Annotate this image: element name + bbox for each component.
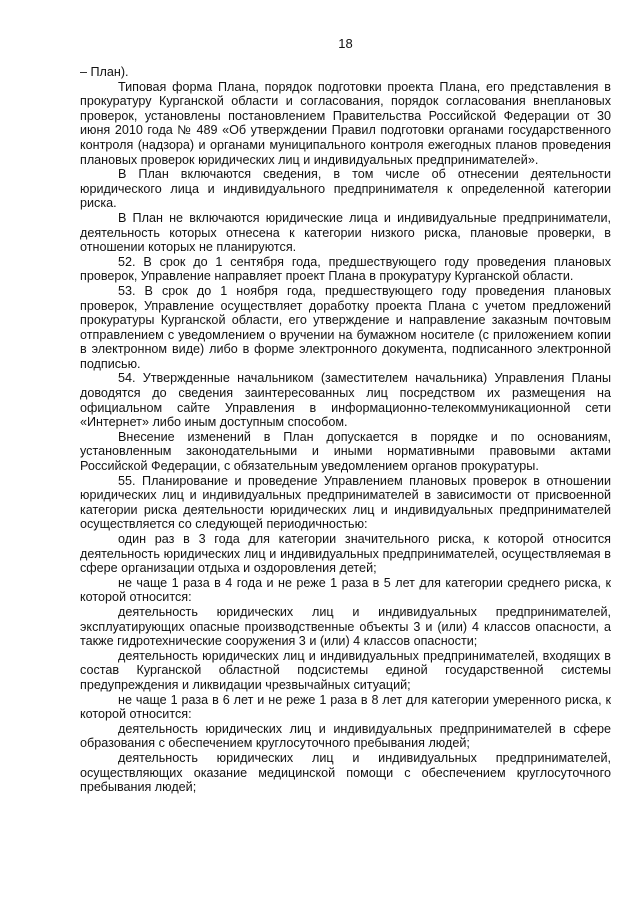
paragraph-52: 52. В срок до 1 сентября года, предшествующего году проведения плановых проверок, Управление направляет проект Плана в прокуратуру Курганской области. [80, 254, 611, 284]
paragraph-53: 53. В срок до 1 ноября года, предшествующего году проведения плановых проверок, Управление осуществляет доработку проекта Плана с учетом предложений прокуратуры Курганской области, его утверждение и направление заказным почтовым отправлением с уведомлением о вручении на бумажном носителе (с приложением копии в электронном виде) либо в форме электронного документа, подписанного электронной подписью. [80, 283, 611, 371]
paragraph-medical: деятельность юридических лиц и индивидуальных предпринимателей, осуществляющих оказание медицинской помощи с обеспечением круглосуточного пребывания людей; [80, 750, 611, 795]
paragraph-amendments: Внесение изменений в План допускается в порядке и по основаниям, установленным законодательными и иными нормативными правовыми актами Российской Федерации, с обязательным уведомлением органов прокуратуры. [80, 429, 611, 474]
paragraph-plan-excludes: В План не включаются юридические лица и индивидуальные предприниматели, деятельность которых отнесена к категории низкого риска, плановые проверки, в отношении которых не планируются. [80, 210, 611, 255]
paragraph-plan-form: Типовая форма Плана, порядок подготовки проекта Плана, его представления в прокуратуру Курганской области и согласования, порядок согласования внеплановых проверок, установлены постановлением Правительства Российской Федерации от 30 июня 2010 года № 489 «Об утверждении Правил подготовки органами государственного контроля (надзора) и органами муниципального контроля ежегодных планов проведения плановых проверок юридических лиц и индивидуальных предпринимателей». [80, 79, 611, 167]
document-body [80, 65, 611, 795]
paragraph-55: 55. Планирование и проведение Управлением плановых проверок в отношении юридических лиц и индивидуальных предпринимателей в зависимости от присвоенной категории риска деятельности юридических лиц и индивидуальных предпринимателей осуществляется со следующей периодичностью: [80, 473, 611, 532]
paragraph-continuation: – План). [80, 65, 129, 79]
paragraph-hazardous-facilities: деятельность юридических лиц и индивидуальных предпринимателей, эксплуатирующих опасные производственные объекты 3 и (или) 4 классов опасности, а также гидротехнические сооружения 3 и (или) 4 классов опасности; [80, 604, 611, 649]
paragraph-significant-risk: один раз в 3 года для категории значительного риска, к которой относится деятельность юридических лиц и индивидуальных предпринимателей, осуществляемая в сфере организации отдыха и оздоровления детей; [80, 532, 611, 576]
paragraph-education: деятельность юридических лиц и индивидуальных предпринимателей в сфере образования с обеспечением круглосуточного пребывания людей; [80, 721, 611, 751]
paragraph-54: 54. Утвержденные начальником (заместителем начальника) Управления Планы доводятся до сведения заинтересованных лиц посредством их размещения на официальном сайте Управления в информационно-телекоммуникационной сети «Интернет» либо иным доступным способом. [80, 371, 611, 430]
paragraph-moderate-risk: не чаще 1 раза в 6 лет и не реже 1 раза в 8 лет для категории умеренного риска, к которой относится: [80, 692, 611, 722]
page-number: 18 [338, 36, 353, 51]
paragraph-medium-risk: не чаще 1 раза в 4 года и не реже 1 раза в 5 лет для категории среднего риска, к которой относится: [80, 575, 611, 605]
paragraph-plan-includes: В План включаются сведения, в том числе об отнесении деятельности юридического лица и индивидуального предпринимателя к определенной категории риска. [80, 167, 611, 211]
paragraph-emergency-subsystem: деятельность юридических лиц и индивидуальных предпринимателей, входящих в состав Курганской областной подсистемы единой государственной системы предупреждения и ликвидации чрезвычайных ситуаций; [80, 648, 611, 692]
